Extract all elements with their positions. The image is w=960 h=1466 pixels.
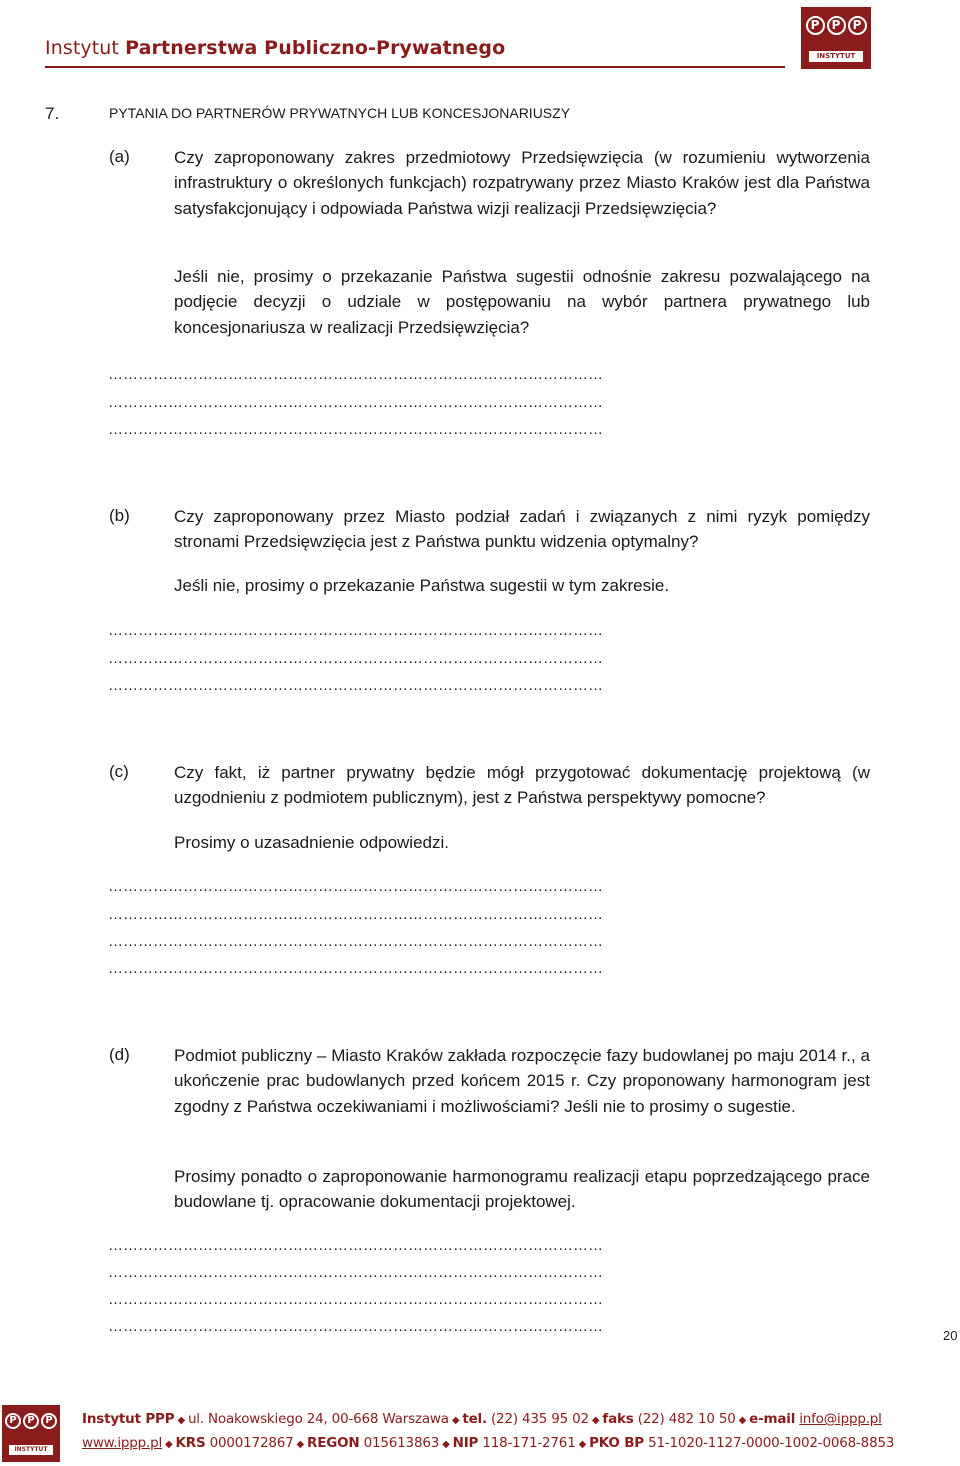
diamond-icon: ◆ (451, 1415, 460, 1426)
logo-label: INSTYTUT (9, 1445, 53, 1455)
answer-line[interactable]: ……………………………………………………………………………………… (108, 366, 603, 383)
diamond-icon: ◆ (177, 1415, 185, 1426)
footer-address: ul. Noakowskiego 24, 00-668 Warszawa (187, 1411, 449, 1427)
question-b-followup: Jeśli nie, prosimy o przekazanie Państwa sugestii w tym zakresie. (174, 576, 670, 595)
header-org-name (45, 37, 505, 59)
answer-line[interactable]: ……………………………………………………………………………………… (108, 421, 603, 438)
header-org-name-part1: Instytut (45, 37, 126, 59)
diamond-icon: ◆ (296, 1439, 305, 1450)
question-label-d: (d) (109, 1045, 130, 1064)
answer-line[interactable]: ……………………………………………………………………………………… (108, 933, 603, 950)
answer-line[interactable]: ……………………………………………………………………………………… (108, 878, 603, 895)
answer-line[interactable]: ……………………………………………………………………………………… (108, 650, 603, 667)
page-number: 20 (943, 1328, 958, 1343)
question-label-b: (b) (109, 506, 130, 525)
footer-bank: 51-1020-1127-0000-1002-0068-8853 (648, 1435, 895, 1451)
logo-ppp-mark (2, 1413, 60, 1429)
question-c-text: Czy fakt, iż partner prywatny będzie mógł przygotować dokumentację projektową (w uzgodnieniu z podmiotem publicznym), jest z Państwa perspektywy pomocne? (174, 763, 870, 808)
answer-line[interactable]: ……………………………………………………………………………………… (108, 677, 603, 694)
footer-nip-label: NIP (452, 1435, 479, 1451)
answer-line[interactable]: ……………………………………………………………………………………… (108, 1237, 603, 1254)
logo-letter: P (23, 1413, 39, 1429)
header-org-name-part2: Partnerstwa Publiczno-Prywatnego (125, 37, 506, 59)
page-header (0, 0, 960, 80)
footer-fax: (22) 482 10 50 (637, 1411, 736, 1427)
diamond-icon: ◆ (578, 1439, 587, 1450)
logo-letter: P (41, 1413, 57, 1429)
answer-line[interactable]: ……………………………………………………………………………………… (108, 960, 603, 977)
answer-line[interactable]: ……………………………………………………………………………………… (108, 622, 603, 639)
footer-fax-label: faks (602, 1411, 634, 1427)
section-number: 7. (45, 104, 60, 123)
footer-ppp-logo (2, 1405, 60, 1462)
footer-website-link[interactable]: www.ippp.pl (82, 1435, 163, 1451)
logo-letter: P (5, 1413, 21, 1429)
ppp-logo (801, 7, 871, 69)
footer-regon-label: REGON (307, 1435, 360, 1451)
diamond-icon: ◆ (165, 1439, 173, 1450)
footer-email-label: e-mail (749, 1411, 796, 1427)
diamond-icon: ◆ (591, 1415, 600, 1426)
footer-contact-line (82, 1411, 882, 1427)
answer-line[interactable]: ……………………………………………………………………………………… (108, 906, 603, 923)
logo-letter: P (827, 16, 846, 35)
answer-line[interactable]: ……………………………………………………………………………………… (108, 1291, 603, 1308)
footer-krs: 0000172867 (209, 1435, 294, 1451)
answer-line[interactable]: ……………………………………………………………………………………… (108, 1264, 603, 1281)
footer-regon: 015613863 (363, 1435, 440, 1451)
answer-line[interactable]: ……………………………………………………………………………………… (108, 394, 603, 411)
logo-label: INSTYTUT (809, 51, 862, 62)
footer-email-link[interactable]: info@ippp.pl (799, 1411, 882, 1427)
question-a-text: Czy zaproponowany zakres przedmiotowy Przedsięwzięcia (w rozumieniu wytworzenia infrastruktury o określonych funkcjach) rozpatrywany przez Miasto Kraków jest dla Państwa satysfakcjonujący i odpowiada Państwa wizji realizacji Przedsięwzięcia? (174, 148, 870, 218)
diamond-icon: ◆ (738, 1415, 747, 1426)
question-label-a: (a) (109, 147, 130, 166)
footer-org: Instytut PPP (82, 1411, 175, 1427)
question-b-text: Czy zaproponowany przez Miasto podział zadań i związanych z nimi ryzyk pomiędzy stronami Przedsięwzięcia jest z Państwa punktu widzenia optymalny? (174, 507, 870, 552)
footer-bank-label: PKO BP (589, 1435, 644, 1451)
question-d-followup: Prosimy ponadto o zaproponowanie harmonogramu realizacji etapu poprzedzającego prace budowlane tj. opracowanie dokumentacji projektowej. (174, 1167, 870, 1212)
footer-tel: (22) 435 95 02 (490, 1411, 589, 1427)
diamond-icon: ◆ (442, 1439, 450, 1450)
question-label-c: (c) (109, 762, 129, 781)
question-a-followup: Jeśli nie, prosimy o przekazanie Państwa sugestii odnośnie zakresu pozwalającego na podjęcie decyzji o udziale w postępowaniu na wybór partnera prywatnego lub koncesjonariusza w realizacji Przedsięwzięcia? (174, 267, 870, 337)
logo-letter: P (848, 16, 867, 35)
question-c-followup: Prosimy o uzasadnienie odpowiedzi. (174, 833, 449, 852)
header-divider (45, 66, 785, 68)
logo-letter: P (806, 16, 825, 35)
footer-registry-line (82, 1435, 894, 1451)
answer-line[interactable]: ……………………………………………………………………………………… (108, 1318, 603, 1335)
logo-ppp-mark (801, 16, 871, 35)
section-title: PYTANIA DO PARTNERÓW PRYWATNYCH LUB KONCESJONARIUSZY (109, 105, 571, 121)
question-d-text: Podmiot publiczny – Miasto Kraków zakłada rozpoczęcie fazy budowlanej po maju 2014 r., a ukończenie prac budowlanych przed końcem 2015 r. Czy proponowany harmonogram jest zgodny z Państwa oczekiwaniami i możliwościami? Jeśli nie to prosimy o sugestie. (174, 1046, 870, 1116)
footer-tel-label: tel. (462, 1411, 487, 1427)
footer-krs-label: KRS (175, 1435, 206, 1451)
footer-nip: 118-171-2761 (482, 1435, 576, 1451)
